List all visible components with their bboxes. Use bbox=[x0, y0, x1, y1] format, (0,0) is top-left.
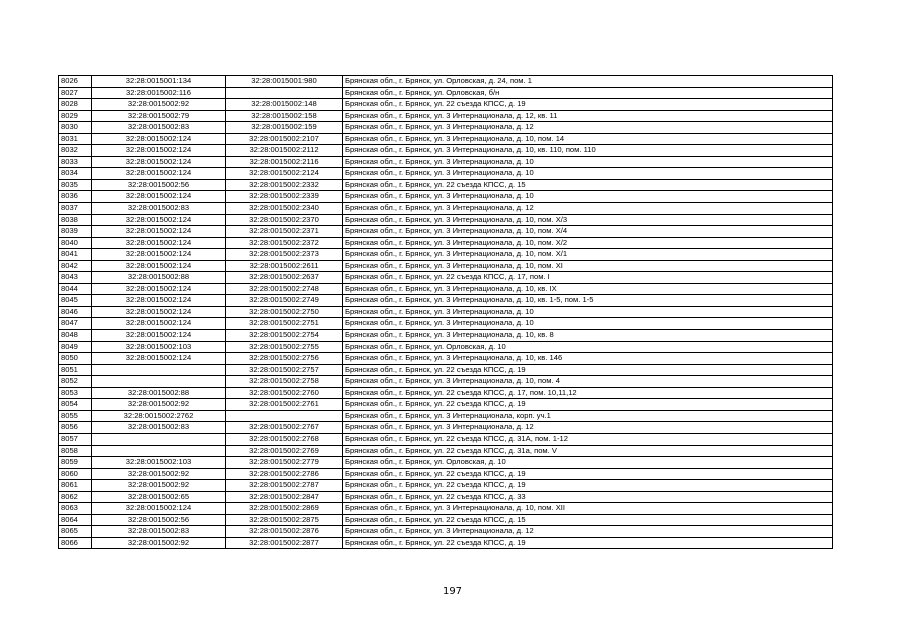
object-number-cell: 32:28:0015002:2748 bbox=[226, 283, 343, 295]
parcel-number-cell: 32:28:0015002:124 bbox=[92, 503, 226, 515]
parcel-number-cell: 32:28:0015002:88 bbox=[92, 387, 226, 399]
row-number-cell: 8050 bbox=[59, 353, 92, 365]
address-cell: Брянская обл., г. Брянск, ул. 3 Интернационала, д. 12 bbox=[343, 526, 833, 538]
address-cell: Брянская обл., г. Брянск, ул. 3 Интернационала, д. 10, кв. 146 bbox=[343, 353, 833, 365]
parcel-number-cell: 32:28:0015002:2762 bbox=[92, 410, 226, 422]
table-row bbox=[59, 353, 833, 365]
parcel-number-cell: 32:28:0015002:124 bbox=[92, 156, 226, 168]
row-number-cell: 8045 bbox=[59, 295, 92, 307]
table-row bbox=[59, 387, 833, 399]
object-number-cell: 32:28:0015002:2876 bbox=[226, 526, 343, 538]
table-row bbox=[59, 122, 833, 134]
object-number-cell: 32:28:0015002:2373 bbox=[226, 249, 343, 261]
object-number-cell: 32:28:0015002:2760 bbox=[226, 387, 343, 399]
parcel-number-cell: 32:28:0015002:92 bbox=[92, 99, 226, 111]
table-row bbox=[59, 306, 833, 318]
table-row bbox=[59, 376, 833, 388]
object-number-cell: 32:28:0015002:2875 bbox=[226, 514, 343, 526]
parcel-number-cell: 32:28:0015002:88 bbox=[92, 272, 226, 284]
table-row bbox=[59, 364, 833, 376]
address-cell: Брянская обл., г. Брянск, ул. 3 Интернационала, д. 10, пом. XII bbox=[343, 503, 833, 515]
table-row bbox=[59, 330, 833, 342]
table-row bbox=[59, 99, 833, 111]
parcel-number-cell: 32:28:0015002:124 bbox=[92, 249, 226, 261]
row-number-cell: 8028 bbox=[59, 99, 92, 111]
table-row bbox=[59, 76, 833, 88]
parcel-number-cell: 32:28:0015002:124 bbox=[92, 283, 226, 295]
address-cell: Брянская обл., г. Брянск, ул. 3 Интернационала, д. 10, кв. 1-5, пом. 1-5 bbox=[343, 295, 833, 307]
address-cell: Брянская обл., г. Брянск, ул. Орловская, д. 24, пом. 1 bbox=[343, 76, 833, 88]
row-number-cell: 8037 bbox=[59, 203, 92, 215]
address-cell: Брянская обл., г. Брянск, ул. 3 Интернационала, д. 12 bbox=[343, 122, 833, 134]
table-row bbox=[59, 249, 833, 261]
table-row bbox=[59, 480, 833, 492]
parcel-number-cell bbox=[92, 364, 226, 376]
address-cell: Брянская обл., г. Брянск, ул. 22 съезда КПСС, д. 17, пом. 10,11,12 bbox=[343, 387, 833, 399]
address-cell: Брянская обл., г. Брянск, ул. 22 съезда КПСС, д. 33 bbox=[343, 491, 833, 503]
row-number-cell: 8038 bbox=[59, 214, 92, 226]
row-number-cell: 8039 bbox=[59, 226, 92, 238]
address-cell: Брянская обл., г. Брянск, ул. 22 съезда КПСС, д. 15 bbox=[343, 179, 833, 191]
row-number-cell: 8060 bbox=[59, 468, 92, 480]
row-number-cell: 8034 bbox=[59, 168, 92, 180]
parcel-number-cell: 32:28:0015002:92 bbox=[92, 537, 226, 549]
object-number-cell: 32:28:0015002:2611 bbox=[226, 260, 343, 272]
parcel-number-cell: 32:28:0015002:92 bbox=[92, 468, 226, 480]
table-row bbox=[59, 133, 833, 145]
object-number-cell: 32:28:0015002:2869 bbox=[226, 503, 343, 515]
object-number-cell: 32:28:0015002:2124 bbox=[226, 168, 343, 180]
object-number-cell: 32:28:0015002:2749 bbox=[226, 295, 343, 307]
address-cell: Брянская обл., г. Брянск, ул. 3 Интернационала, д. 12 bbox=[343, 422, 833, 434]
table-row bbox=[59, 191, 833, 203]
address-cell: Брянская обл., г. Брянск, ул. Орловская, б/н bbox=[343, 87, 833, 99]
table-row bbox=[59, 445, 833, 457]
table-row bbox=[59, 491, 833, 503]
parcel-number-cell: 32:28:0015002:56 bbox=[92, 179, 226, 191]
table-row bbox=[59, 260, 833, 272]
parcel-number-cell: 32:28:0015002:124 bbox=[92, 168, 226, 180]
parcel-number-cell: 32:28:0015002:124 bbox=[92, 260, 226, 272]
address-cell: Брянская обл., г. Брянск, ул. 22 съезда КПСС, д. 19 bbox=[343, 399, 833, 411]
row-number-cell: 8026 bbox=[59, 76, 92, 88]
parcel-number-cell: 32:28:0015002:83 bbox=[92, 526, 226, 538]
object-number-cell: 32:28:0015002:2112 bbox=[226, 145, 343, 157]
parcel-number-cell: 32:28:0015002:116 bbox=[92, 87, 226, 99]
parcel-number-cell: 32:28:0015002:92 bbox=[92, 399, 226, 411]
registry-table bbox=[58, 75, 833, 549]
object-number-cell: 32:28:0015002:2847 bbox=[226, 491, 343, 503]
row-number-cell: 8061 bbox=[59, 480, 92, 492]
address-cell: Брянская обл., г. Брянск, ул. 3 Интернационала, д. 10 bbox=[343, 156, 833, 168]
address-cell: Брянская обл., г. Брянск, ул. 3 Интернационала, д. 10, пом. XI bbox=[343, 260, 833, 272]
object-number-cell: 32:28:0015002:2754 bbox=[226, 330, 343, 342]
address-cell: Брянская обл., г. Брянск, ул. 3 Интернационала, д. 10, пом. 4 bbox=[343, 376, 833, 388]
table-row bbox=[59, 156, 833, 168]
address-cell: Брянская обл., г. Брянск, ул. 3 Интернационала, д. 10, пом. Х/1 bbox=[343, 249, 833, 261]
object-number-cell: 32:28:0015002:2332 bbox=[226, 179, 343, 191]
parcel-number-cell: 32:28:0015002:124 bbox=[92, 318, 226, 330]
table-row bbox=[59, 514, 833, 526]
table-row bbox=[59, 318, 833, 330]
parcel-number-cell bbox=[92, 376, 226, 388]
table-row bbox=[59, 237, 833, 249]
parcel-number-cell: 32:28:0015002:124 bbox=[92, 214, 226, 226]
table-row bbox=[59, 468, 833, 480]
address-cell: Брянская обл., г. Брянск, ул. 3 Интернационала, д. 10, пом. Х/2 bbox=[343, 237, 833, 249]
address-cell: Брянская обл., г. Брянск, ул. 22 съезда КПСС, д. 19 bbox=[343, 99, 833, 111]
row-number-cell: 8054 bbox=[59, 399, 92, 411]
address-cell: Брянская обл., г. Брянск, ул. 3 Интернационала, корп. уч.1 bbox=[343, 410, 833, 422]
table-row bbox=[59, 145, 833, 157]
object-number-cell: 32:28:0015002:2769 bbox=[226, 445, 343, 457]
address-cell: Брянская обл., г. Брянск, ул. 3 Интернационала, д. 12, кв. 11 bbox=[343, 110, 833, 122]
parcel-number-cell: 32:28:0015002:124 bbox=[92, 353, 226, 365]
table-row bbox=[59, 179, 833, 191]
address-cell: Брянская обл., г. Брянск, ул. 3 Интернационала, д. 10, пом. Х/3 bbox=[343, 214, 833, 226]
row-number-cell: 8046 bbox=[59, 306, 92, 318]
object-number-cell: 32:28:0015002:2370 bbox=[226, 214, 343, 226]
parcel-number-cell: 32:28:0015002:124 bbox=[92, 295, 226, 307]
table-row bbox=[59, 457, 833, 469]
row-number-cell: 8056 bbox=[59, 422, 92, 434]
row-number-cell: 8066 bbox=[59, 537, 92, 549]
object-number-cell: 32:28:0015002:2758 bbox=[226, 376, 343, 388]
address-cell: Брянская обл., г. Брянск, ул. 3 Интернационала, д. 10, кв. IX bbox=[343, 283, 833, 295]
row-number-cell: 8053 bbox=[59, 387, 92, 399]
parcel-number-cell: 32:28:0015002:124 bbox=[92, 133, 226, 145]
parcel-number-cell bbox=[92, 445, 226, 457]
address-cell: Брянская обл., г. Брянск, ул. 22 съезда КПСС, д. 15 bbox=[343, 514, 833, 526]
address-cell: Брянская обл., г. Брянск, ул. 3 Интернационала, д. 12 bbox=[343, 203, 833, 215]
address-cell: Брянская обл., г. Брянск, ул. 3 Интернационала, д. 10 bbox=[343, 318, 833, 330]
object-number-cell: 32:28:0015002:2877 bbox=[226, 537, 343, 549]
registry-table-body bbox=[59, 76, 833, 549]
table-row bbox=[59, 272, 833, 284]
row-number-cell: 8057 bbox=[59, 433, 92, 445]
table-row bbox=[59, 399, 833, 411]
row-number-cell: 8044 bbox=[59, 283, 92, 295]
table-row bbox=[59, 422, 833, 434]
parcel-number-cell: 32:28:0015002:56 bbox=[92, 514, 226, 526]
row-number-cell: 8036 bbox=[59, 191, 92, 203]
address-cell: Брянская обл., г. Брянск, ул. 22 съезда КПСС, д. 17, пом. I bbox=[343, 272, 833, 284]
address-cell: Брянская обл., г. Брянск, ул. 22 съезда КПСС, д. 19 bbox=[343, 480, 833, 492]
row-number-cell: 8029 bbox=[59, 110, 92, 122]
object-number-cell: 32:28:0015002:158 bbox=[226, 110, 343, 122]
row-number-cell: 8035 bbox=[59, 179, 92, 191]
address-cell: Брянская обл., г. Брянск, ул. Орловская, д. 10 bbox=[343, 457, 833, 469]
table-row bbox=[59, 537, 833, 549]
row-number-cell: 8041 bbox=[59, 249, 92, 261]
row-number-cell: 8055 bbox=[59, 410, 92, 422]
parcel-number-cell: 32:28:0015002:124 bbox=[92, 237, 226, 249]
table-row bbox=[59, 283, 833, 295]
object-number-cell: 32:28:0015001:980 bbox=[226, 76, 343, 88]
object-number-cell: 32:28:0015002:2339 bbox=[226, 191, 343, 203]
object-number-cell: 32:28:0015002:2750 bbox=[226, 306, 343, 318]
table-row bbox=[59, 214, 833, 226]
object-number-cell: 32:28:0015002:2756 bbox=[226, 353, 343, 365]
row-number-cell: 8064 bbox=[59, 514, 92, 526]
object-number-cell: 32:28:0015002:2637 bbox=[226, 272, 343, 284]
parcel-number-cell: 32:28:0015002:124 bbox=[92, 226, 226, 238]
address-cell: Брянская обл., г. Брянск, ул. 3 Интернационала, д. 10, кв. 110, пом. 110 bbox=[343, 145, 833, 157]
address-cell: Брянская обл., г. Брянск, ул. 22 съезда КПСС, д. 31А, пом. 1-12 bbox=[343, 433, 833, 445]
row-number-cell: 8048 bbox=[59, 330, 92, 342]
address-cell: Брянская обл., г. Брянск, ул. 3 Интернационала, д. 10, пом. Х/4 bbox=[343, 226, 833, 238]
table-row bbox=[59, 341, 833, 353]
object-number-cell: 32:28:0015002:2755 bbox=[226, 341, 343, 353]
row-number-cell: 8065 bbox=[59, 526, 92, 538]
address-cell: Брянская обл., г. Брянск, ул. 3 Интернационала, д. 10 bbox=[343, 191, 833, 203]
page-number: 197 bbox=[442, 586, 463, 597]
row-number-cell: 8031 bbox=[59, 133, 92, 145]
row-number-cell: 8047 bbox=[59, 318, 92, 330]
parcel-number-cell: 32:28:0015002:92 bbox=[92, 480, 226, 492]
parcel-number-cell: 32:28:0015002:79 bbox=[92, 110, 226, 122]
row-number-cell: 8051 bbox=[59, 364, 92, 376]
parcel-number-cell: 32:28:0015002:124 bbox=[92, 306, 226, 318]
row-number-cell: 8059 bbox=[59, 457, 92, 469]
object-number-cell: 32:28:0015002:2340 bbox=[226, 203, 343, 215]
address-cell: Брянская обл., г. Брянск, ул. 3 Интернационала, д. 10, кв. 8 bbox=[343, 330, 833, 342]
table-row bbox=[59, 433, 833, 445]
row-number-cell: 8040 bbox=[59, 237, 92, 249]
table-row bbox=[59, 87, 833, 99]
row-number-cell: 8052 bbox=[59, 376, 92, 388]
table-row bbox=[59, 295, 833, 307]
row-number-cell: 8042 bbox=[59, 260, 92, 272]
row-number-cell: 8027 bbox=[59, 87, 92, 99]
parcel-number-cell: 32:28:0015002:103 bbox=[92, 457, 226, 469]
table-row bbox=[59, 203, 833, 215]
parcel-number-cell: 32:28:0015002:124 bbox=[92, 145, 226, 157]
object-number-cell: 32:28:0015002:2768 bbox=[226, 433, 343, 445]
row-number-cell: 8030 bbox=[59, 122, 92, 134]
address-cell: Брянская обл., г. Брянск, ул. 3 Интернационала, д. 10, пом. 14 bbox=[343, 133, 833, 145]
object-number-cell: 32:28:0015002:2767 bbox=[226, 422, 343, 434]
object-number-cell: 32:28:0015002:159 bbox=[226, 122, 343, 134]
parcel-number-cell: 32:28:0015002:65 bbox=[92, 491, 226, 503]
object-number-cell: 32:28:0015002:2757 bbox=[226, 364, 343, 376]
parcel-number-cell: 32:28:0015001:134 bbox=[92, 76, 226, 88]
row-number-cell: 8049 bbox=[59, 341, 92, 353]
row-number-cell: 8063 bbox=[59, 503, 92, 515]
object-number-cell: 32:28:0015002:2116 bbox=[226, 156, 343, 168]
address-cell: Брянская обл., г. Брянск, ул. 22 съезда КПСС, д. 19 bbox=[343, 537, 833, 549]
table-row bbox=[59, 526, 833, 538]
parcel-number-cell: 32:28:0015002:83 bbox=[92, 203, 226, 215]
row-number-cell: 8043 bbox=[59, 272, 92, 284]
row-number-cell: 8033 bbox=[59, 156, 92, 168]
parcel-number-cell: 32:28:0015002:83 bbox=[92, 422, 226, 434]
object-number-cell: 32:28:0015002:2761 bbox=[226, 399, 343, 411]
address-cell: Брянская обл., г. Брянск, ул. 3 Интернационала, д. 10 bbox=[343, 168, 833, 180]
table-row bbox=[59, 503, 833, 515]
address-cell: Брянская обл., г. Брянск, ул. 22 съезда КПСС, д. 31а, пом. V bbox=[343, 445, 833, 457]
object-number-cell bbox=[226, 410, 343, 422]
table-row bbox=[59, 110, 833, 122]
address-cell: Брянская обл., г. Брянск, ул. 22 съезда КПСС, д. 19 bbox=[343, 468, 833, 480]
table-row bbox=[59, 226, 833, 238]
object-number-cell bbox=[226, 87, 343, 99]
parcel-number-cell: 32:28:0015002:124 bbox=[92, 330, 226, 342]
parcel-number-cell: 32:28:0015002:83 bbox=[92, 122, 226, 134]
table-row bbox=[59, 168, 833, 180]
object-number-cell: 32:28:0015002:2786 bbox=[226, 468, 343, 480]
object-number-cell: 32:28:0015002:2787 bbox=[226, 480, 343, 492]
parcel-number-cell: 32:28:0015002:124 bbox=[92, 191, 226, 203]
address-cell: Брянская обл., г. Брянск, ул. 3 Интернационала, д. 10 bbox=[343, 306, 833, 318]
object-number-cell: 32:28:0015002:2751 bbox=[226, 318, 343, 330]
table-row bbox=[59, 410, 833, 422]
object-number-cell: 32:28:0015002:2372 bbox=[226, 237, 343, 249]
address-cell: Брянская обл., г. Брянск, ул. 22 съезда КПСС, д. 19 bbox=[343, 364, 833, 376]
row-number-cell: 8032 bbox=[59, 145, 92, 157]
object-number-cell: 32:28:0015002:2779 bbox=[226, 457, 343, 469]
object-number-cell: 32:28:0015002:148 bbox=[226, 99, 343, 111]
row-number-cell: 8062 bbox=[59, 491, 92, 503]
object-number-cell: 32:28:0015002:2371 bbox=[226, 226, 343, 238]
address-cell: Брянская обл., г. Брянск, ул. Орловская, д. 10 bbox=[343, 341, 833, 353]
parcel-number-cell: 32:28:0015002:103 bbox=[92, 341, 226, 353]
parcel-number-cell bbox=[92, 433, 226, 445]
object-number-cell: 32:28:0015002:2107 bbox=[226, 133, 343, 145]
row-number-cell: 8058 bbox=[59, 445, 92, 457]
